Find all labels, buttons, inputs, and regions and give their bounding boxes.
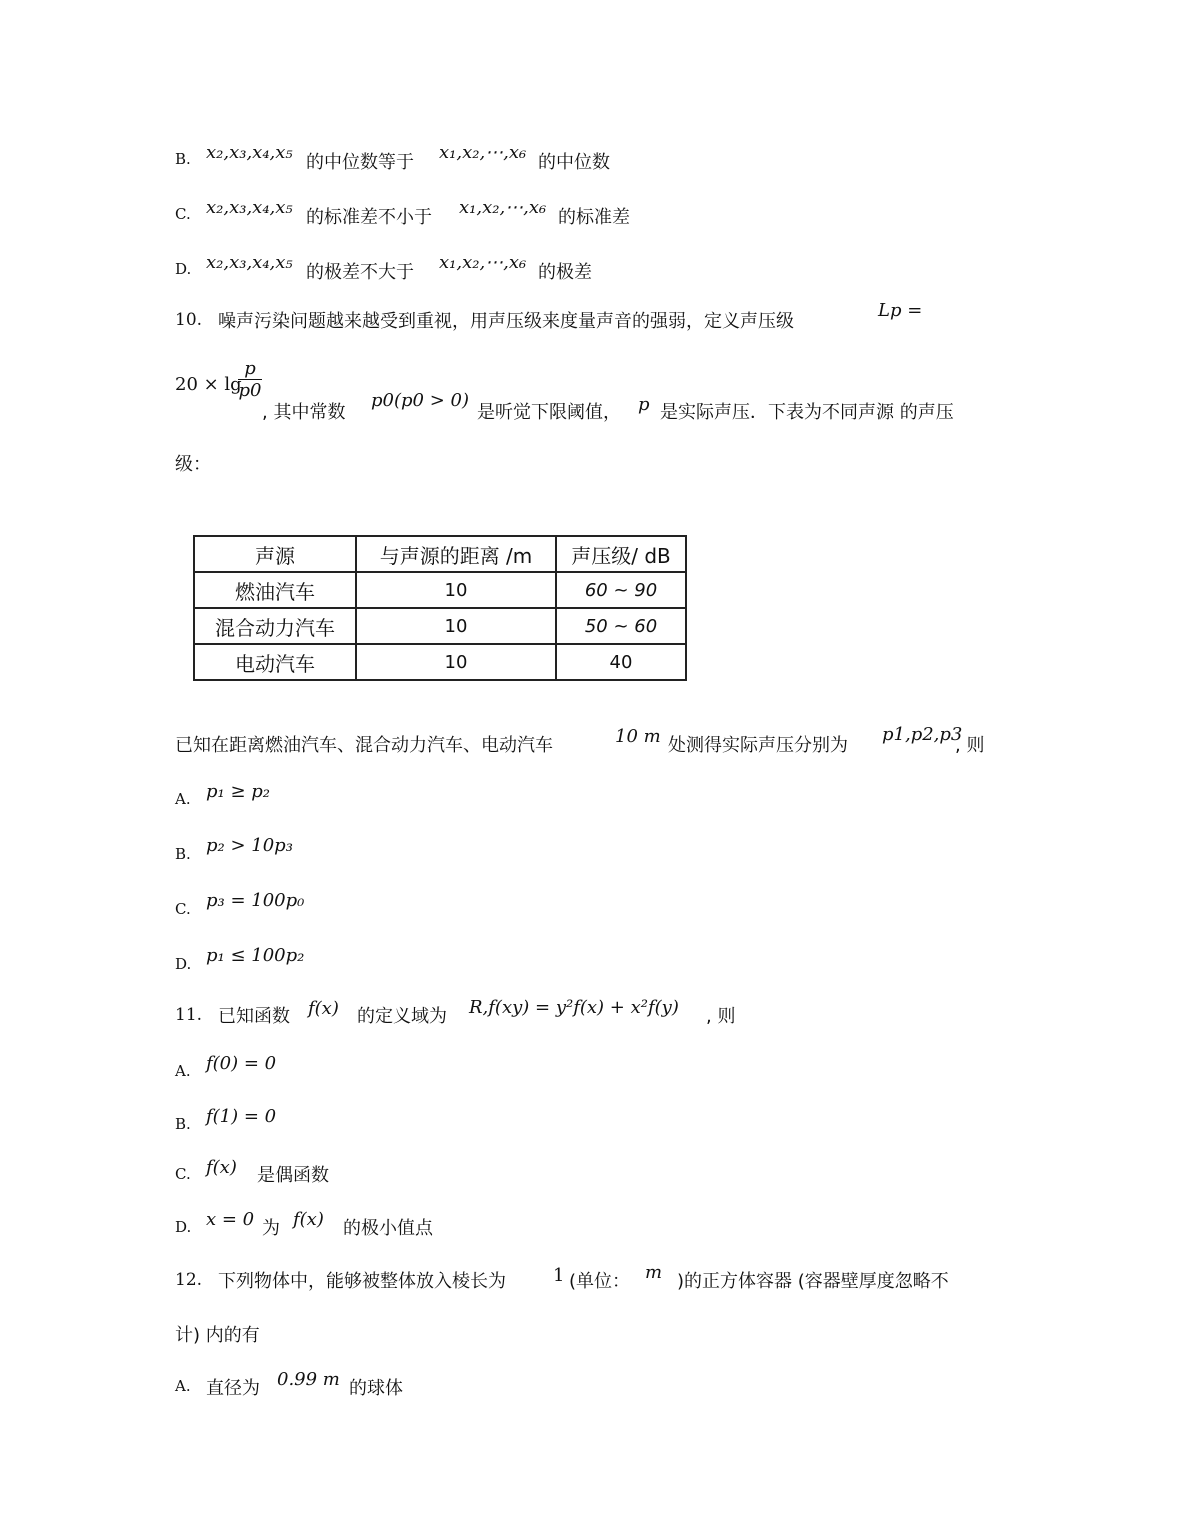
- option-text: 直径为: [206, 1378, 260, 1399]
- stem-text: 已知在距离燃油汽车、混合动力汽车、电动汽车: [175, 735, 553, 756]
- math-distance: 10 m: [615, 726, 661, 747]
- question-number: 11.: [175, 1005, 203, 1025]
- math-one: 1: [553, 1265, 565, 1286]
- table-cell: 60 ~ 90: [556, 572, 686, 608]
- question-number: 12.: [175, 1270, 203, 1290]
- option-expr: p₁ ≤ 100p₂: [206, 945, 305, 966]
- stem-text: (单位：: [569, 1271, 631, 1292]
- stem-text: 级：: [175, 454, 211, 475]
- option-expr: f(0) = 0: [206, 1053, 277, 1074]
- math-p: p: [638, 394, 650, 415]
- option-expr: p₁ ≥ p₂: [206, 781, 271, 802]
- stem-text: 处测得实际声压分别为: [668, 735, 848, 756]
- fraction: [238, 358, 262, 401]
- option-text: 的球体: [349, 1378, 403, 1399]
- math-set: x₂,x₃,x₄,x₅: [206, 197, 293, 218]
- math-fx: f(x): [308, 998, 339, 1019]
- math-p0-condition: p0(p0 > 0): [371, 390, 469, 411]
- stem-text: 的定义域为: [357, 1006, 447, 1027]
- option-expr: f(x): [293, 1209, 324, 1230]
- table-cell: 50 ~ 60: [556, 608, 686, 644]
- option-text: 的标准差: [558, 207, 630, 228]
- table-header-row: [194, 536, 686, 572]
- math-set: x₁,x₂,⋯,x₆: [459, 197, 547, 218]
- option-label: A.: [175, 790, 191, 808]
- table-header: 声压级/ dB: [556, 536, 686, 572]
- option-text: 的中位数等于: [306, 152, 414, 173]
- option-label: C.: [175, 1165, 191, 1183]
- math-set: x₂,x₃,x₄,x₅: [206, 252, 293, 273]
- option-label: C.: [175, 205, 191, 223]
- table-cell: 10: [356, 608, 556, 644]
- option-expr: p₂ > 10p₃: [206, 835, 293, 856]
- table-row: [194, 572, 686, 608]
- table-header: 声源: [194, 536, 356, 572]
- option-text: 为: [262, 1218, 280, 1239]
- option-label: C.: [175, 900, 191, 918]
- stem-text: , 则: [955, 735, 985, 756]
- option-label: A.: [175, 1377, 191, 1395]
- table-cell: 电动汽车: [194, 644, 356, 680]
- option-expr: f(x): [206, 1157, 237, 1178]
- table-cell: 10: [356, 572, 556, 608]
- option-expr: f(1) = 0: [206, 1106, 277, 1127]
- option-expr: p₃ = 100p₀: [206, 890, 305, 911]
- option-label: B.: [175, 845, 191, 863]
- option-expr: x = 0: [206, 1209, 255, 1230]
- math-set: x₁,x₂,⋯,x₆: [439, 142, 527, 163]
- option-label: B.: [175, 1115, 191, 1133]
- math-equation: R,f(xy) = y²f(x) + x²f(y): [469, 997, 679, 1018]
- table-row: [194, 608, 686, 644]
- option-text: 的极差: [538, 262, 592, 283]
- option-label: B.: [175, 150, 191, 168]
- question-number: 10.: [175, 310, 203, 330]
- table-cell: 10: [356, 644, 556, 680]
- option-label: D.: [175, 955, 192, 973]
- option-text: 的极差不大于: [306, 262, 414, 283]
- option-text: 的极小值点: [343, 1218, 433, 1239]
- math-unit: m: [645, 1262, 663, 1283]
- formula-prefix: 20 × lg: [175, 374, 242, 395]
- table-cell: 混合动力汽车: [194, 608, 356, 644]
- table-cell: 燃油汽车: [194, 572, 356, 608]
- option-label: A.: [175, 1062, 191, 1080]
- stem-text: 已知函数: [218, 1006, 290, 1027]
- table-header: 与声源的距离 /m: [356, 536, 556, 572]
- stem-text: 下列物体中，能够被整体放入棱长为: [218, 1271, 506, 1292]
- option-text: 是偶函数: [257, 1165, 329, 1186]
- option-text: 的标准差不小于: [306, 207, 432, 228]
- math-set: x₁,x₂,⋯,x₆: [439, 252, 527, 273]
- stem-text: , 其中常数: [262, 402, 346, 423]
- option-text: 的中位数: [538, 152, 610, 173]
- sound-source-table: [193, 535, 687, 681]
- stem-text: 是实际声压．下表为不同声源 的声压: [660, 402, 954, 423]
- stem-text: 是听觉下限阈值，: [477, 402, 621, 423]
- stem-text: 计) 内的有: [175, 1325, 260, 1346]
- option-label: D.: [175, 1218, 192, 1236]
- math-pset: p1,p2,p3: [882, 724, 963, 745]
- stem-text: , 则: [706, 1006, 736, 1027]
- question-stem: 噪声污染问题越来越受到重视，用声压级来度量声音的强弱，定义声压级: [218, 311, 794, 332]
- fraction-denominator: p0: [238, 380, 262, 401]
- option-expr: 0.99 m: [277, 1369, 340, 1390]
- option-label: D.: [175, 260, 192, 278]
- table-row: [194, 644, 686, 680]
- stem-text: )的正方体容器 (容器壁厚度忽略不: [677, 1271, 949, 1292]
- math-lp: Lp =: [878, 300, 923, 321]
- table-cell: 40: [556, 644, 686, 680]
- fraction-numerator: p: [244, 358, 256, 379]
- math-set: x₂,x₃,x₄,x₅: [206, 142, 293, 163]
